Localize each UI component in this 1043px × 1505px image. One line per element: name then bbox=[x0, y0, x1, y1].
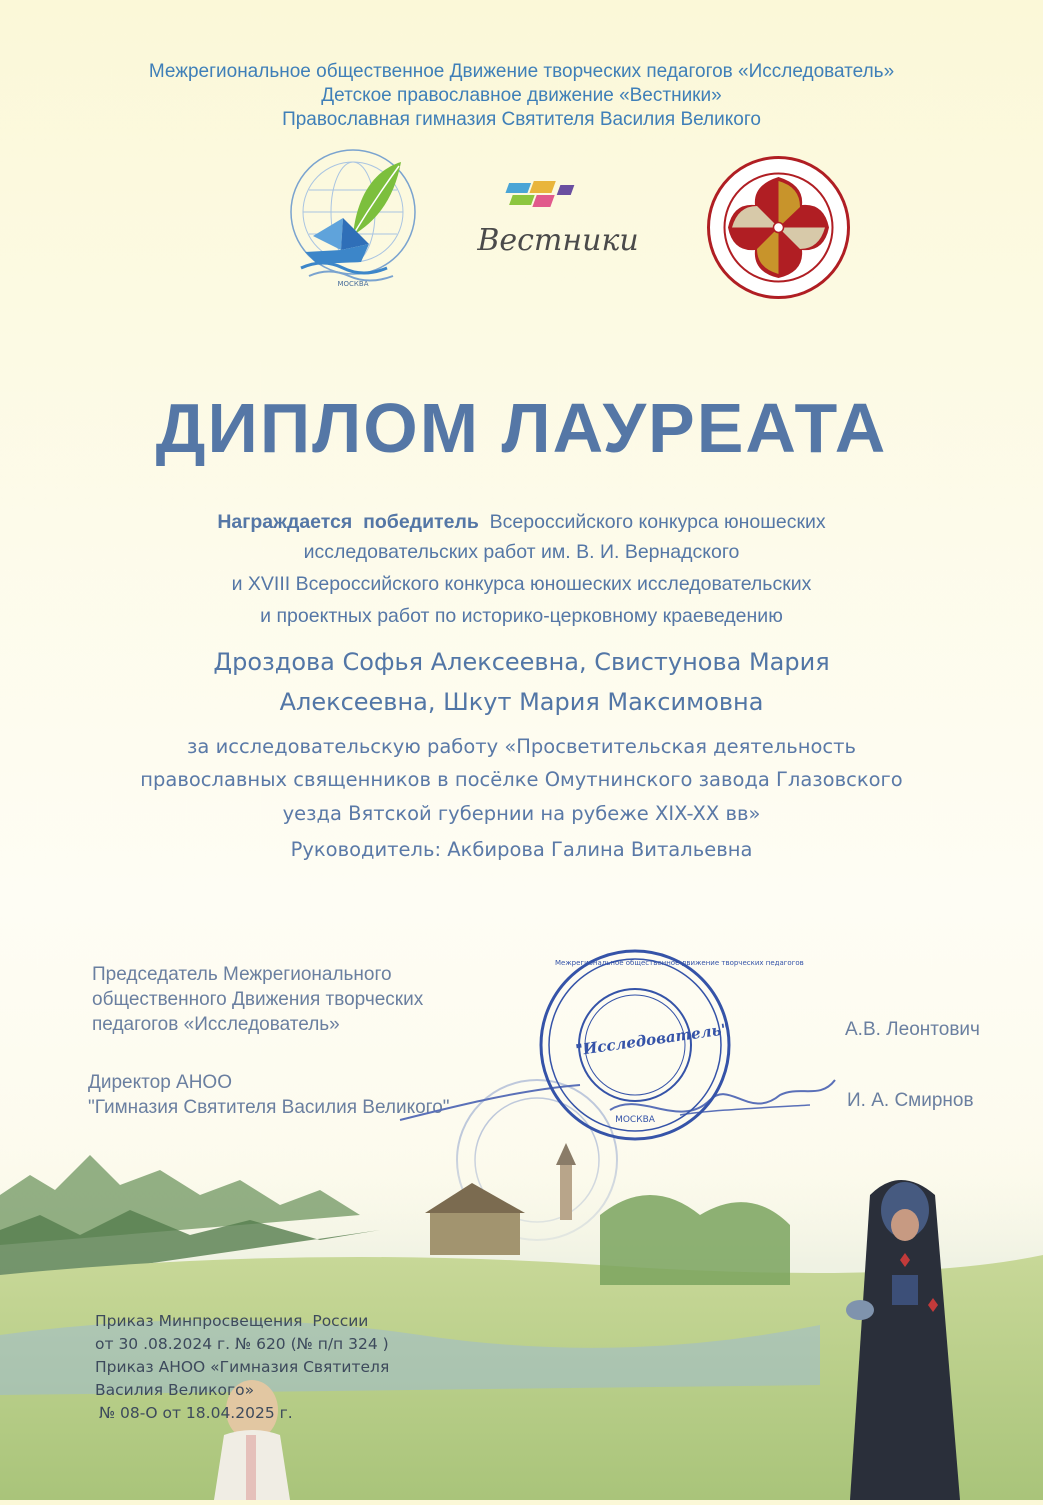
award-line-4: и проектных работ по историко-церковному краеведению bbox=[260, 605, 783, 627]
header-line-3: Православная гимназия Святителя Василия Великого bbox=[282, 109, 761, 130]
diploma-title: ДИПЛОМ ЛАУРЕАТА bbox=[155, 389, 888, 467]
header-line-2: Детское православное движение «Вестники» bbox=[321, 85, 722, 106]
supervisor: Руководитель: Акбирова Галина Витальевна bbox=[290, 838, 753, 861]
recipients-line-1: Дроздова Софья Алексеевна, Свистунова Мария bbox=[213, 648, 830, 676]
vestniki-wordmark: Вестники bbox=[477, 223, 639, 258]
award-line-1-rest: Всероссийского конкурса юношеских bbox=[478, 511, 826, 533]
chair-name: А.В. Леонтович bbox=[845, 1019, 980, 1040]
vestniki-logo bbox=[468, 175, 648, 270]
award-line-3: и XVIII Всероссийского конкурса юношеских исследовательских bbox=[231, 573, 812, 595]
vernadsky-readings-logo bbox=[283, 140, 423, 292]
award-line-1 bbox=[0, 509, 1043, 535]
director-title-line-2: "Гимназия Святителя Василия Великого" bbox=[88, 1097, 450, 1118]
chair-title-line-1: Председатель Межрегионального bbox=[92, 964, 392, 985]
award-lead: Награждается победитель bbox=[217, 511, 479, 533]
director-title-line-1: Директор АНОО bbox=[88, 1072, 232, 1093]
recipients-line-2: Алексеевна, Шкут Мария Максимовна bbox=[279, 688, 764, 716]
svg-text:МОСКВА: МОСКВА bbox=[337, 280, 369, 288]
order-line-4: Василия Великого» bbox=[95, 1381, 255, 1399]
order-line-2: от 30 .08.2024 г. № 620 (№ п/п 324 ) bbox=[95, 1335, 389, 1353]
header-line-1: Межрегиональное общественное Движение творческих педагогов «Исследователь» bbox=[148, 61, 895, 82]
chair-title-line-3: педагогов «Исследователь» bbox=[92, 1014, 340, 1035]
director-name: И. А. Смирнов bbox=[847, 1090, 974, 1111]
order-line-5: № 08-О от 18.04.2025 г. bbox=[99, 1404, 293, 1422]
orders-block bbox=[95, 1310, 515, 1425]
stamp-center-text: "Исследователь" bbox=[574, 1019, 731, 1060]
order-line-3: Приказ АНОО «Гимназия Святителя bbox=[95, 1358, 390, 1376]
stamp-ring-text: Межрегиональное общественное движение творческих педагогов bbox=[555, 959, 804, 967]
work-line-3: уезда Вятской губернии на рубеже XIX-XX вв» bbox=[282, 802, 761, 825]
award-line-2: исследовательских работ им. В. И. Вернадского bbox=[303, 541, 740, 563]
work-line-2: православных священников в посёлке Омутнинского завода Глазовского bbox=[140, 768, 903, 791]
organization-stamp bbox=[535, 945, 804, 1145]
chair-title bbox=[92, 962, 532, 1037]
gymnasium-seal bbox=[706, 155, 851, 300]
chair-title-line-2: общественного Движения творческих bbox=[92, 989, 424, 1010]
stamp-bottom-text: МОСКВА bbox=[615, 1115, 655, 1125]
order-line-1: Приказ Минпросвещения России bbox=[95, 1312, 369, 1330]
work-line-1: за исследовательскую работу «Просветительская деятельность bbox=[187, 735, 856, 758]
